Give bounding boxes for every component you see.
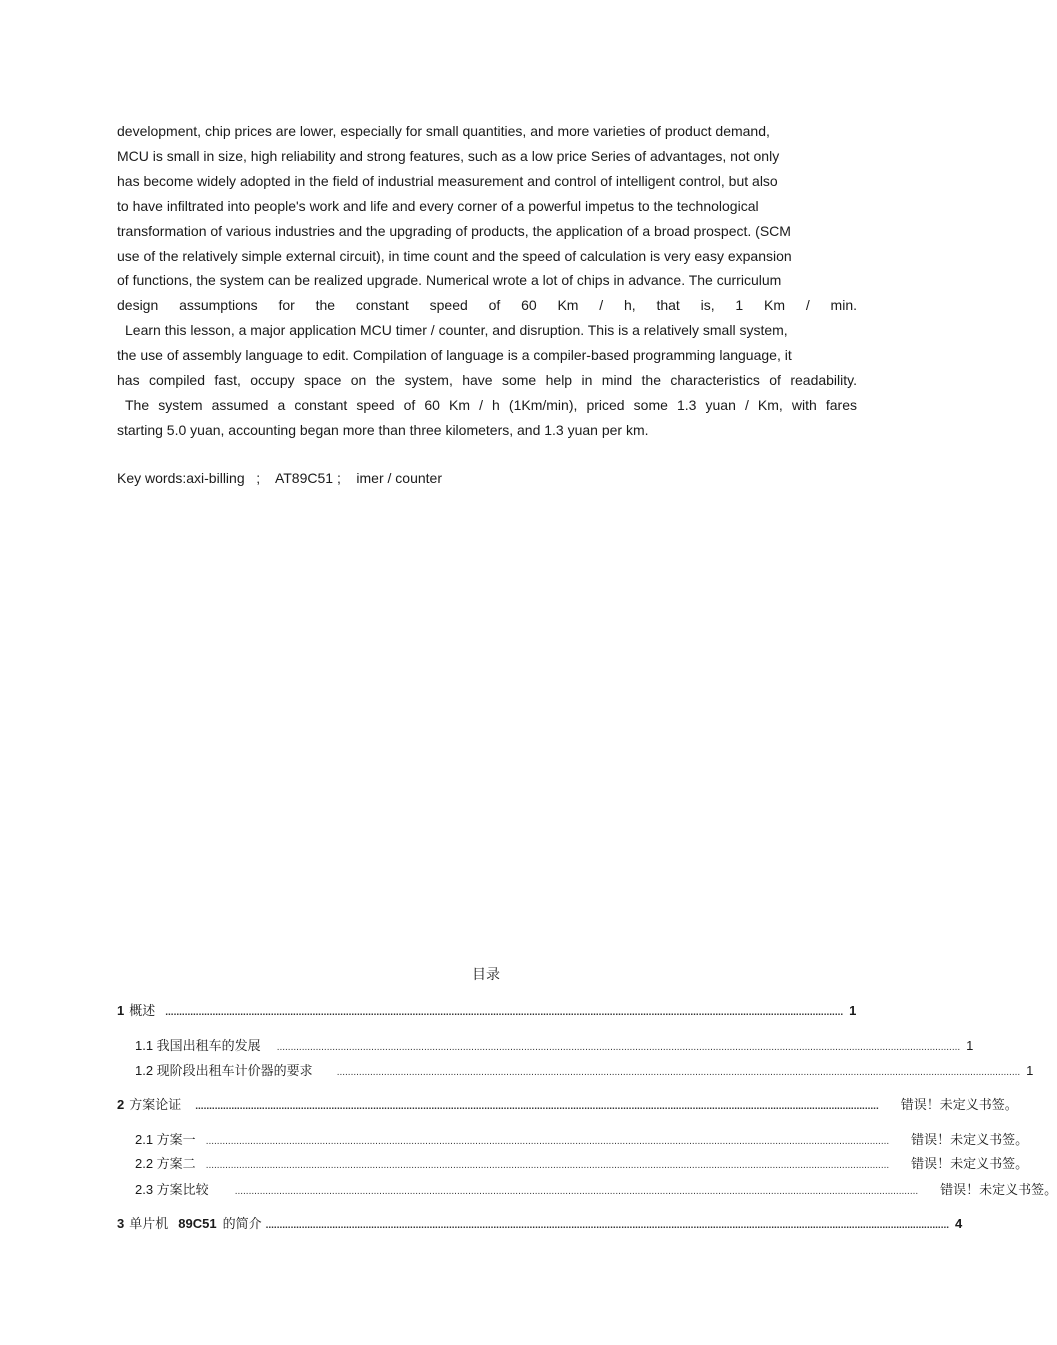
toc-leader: .................................................................................................................................................................................................................................................... xyxy=(165,1007,844,1018)
abstract-line: has compiled fast, occupy space on the system, have some help in mind the characteristics of readability. xyxy=(117,372,857,389)
toc-entry-label: 概述 xyxy=(129,1003,156,1018)
toc-entry[interactable] xyxy=(135,1130,1029,1152)
abstract-line: Learn this lesson, a major application MCU timer / counter, and disruption. This is a relatively small system, xyxy=(125,322,788,339)
toc-leader: ...................................................................................................................................................................................................................................................... xyxy=(265,1220,950,1231)
toc-entry-page: 1 xyxy=(1026,1063,1034,1078)
toc-entry[interactable] xyxy=(117,1001,855,1023)
keywords: Key words:axi-billing ; AT89C51 ; imer / counter xyxy=(117,470,442,486)
toc-leader: ...................................................................................................................................................................................................................................................... xyxy=(205,1160,890,1171)
toc-entry-label-tail: 的简介 xyxy=(222,1216,262,1231)
toc-entry-label: 2.2 方案二 xyxy=(135,1156,196,1171)
toc-entry[interactable] xyxy=(135,1061,1034,1083)
toc-leader: ...................................................................................................................................................................................................................................................... xyxy=(195,1101,879,1112)
toc-entry-number: 1 xyxy=(117,1003,125,1018)
abstract-body xyxy=(117,119,857,443)
abstract-line: MCU is small in size, high reliability and strong features, such as a low price Series of advantages, not only xyxy=(117,147,780,164)
toc-entry-page: 1 xyxy=(849,1003,857,1018)
abstract-line: to have infiltrated into people's work and life and every corner of a powerful impetus to the technological xyxy=(117,197,759,214)
toc-entry-label: 2.1 方案一 xyxy=(135,1132,196,1147)
toc-entry-number: 2 xyxy=(117,1097,125,1112)
toc-entry-page: 错误！未定义书签。 xyxy=(900,1097,1018,1112)
toc-entry[interactable] xyxy=(117,1214,963,1236)
toc-leader: ...................................................................................................................................................................................................................................................... xyxy=(276,1042,961,1053)
abstract-line: starting 5.0 yuan, accounting began more than three kilometers, and 1.3 yuan per km. xyxy=(117,421,649,438)
toc-entry-label: 1.1 我国出租车的发展 xyxy=(135,1038,261,1053)
toc-leader: ...................................................................................................................................................................................................................................................... xyxy=(205,1136,890,1147)
toc-entry[interactable] xyxy=(117,1095,1018,1117)
abstract-line: has become widely adopted in the field of industrial measurement and control of intelligent control, but also xyxy=(117,172,778,189)
toc-entry-number: 3 xyxy=(117,1216,125,1231)
toc-leader: ...................................................................................................................................................................................................................................................... xyxy=(234,1186,919,1197)
toc-entry[interactable] xyxy=(135,1180,1057,1202)
toc-leader: ...................................................................................................................................................................................................................................................... xyxy=(336,1067,1021,1078)
toc-entry-page: 1 xyxy=(966,1038,974,1053)
toc-entry-page: 错误！未定义书签。 xyxy=(940,1182,1057,1197)
abstract-line: use of the relatively simple external circuit), in time count and the speed of calculation is very easy expansion xyxy=(117,247,792,264)
toc-entry-label: 单片机 xyxy=(129,1216,169,1231)
abstract-line: of functions, the system can be realized upgrade. Numerical wrote a lot of chips in advance. The curriculum xyxy=(117,272,782,289)
abstract-line: development, chip prices are lower, especially for small quantities, and more varieties of product demand, xyxy=(117,123,770,139)
toc-entry-label: 方案论证 xyxy=(129,1097,182,1112)
toc-entry[interactable] xyxy=(135,1036,974,1058)
toc-entry-page: 错误！未定义书签。 xyxy=(911,1156,1029,1171)
abstract-line: transformation of various industries and the upgrading of products, the application of a broad prospect. (SCM xyxy=(117,222,791,239)
toc-title: 目录 xyxy=(472,966,500,982)
toc-entry[interactable] xyxy=(135,1154,1029,1176)
abstract-line: the use of assembly language to edit. Compilation of language is a compiler-based programming language, it xyxy=(117,347,792,364)
toc-entry-page: 错误！未定义书签。 xyxy=(911,1132,1029,1147)
toc-entry-label-bold: 89C51 xyxy=(178,1216,217,1231)
abstract-line: The system assumed a constant speed of 60 Km / h (1Km/min), priced some 1.3 yuan / Km, with fares xyxy=(125,396,857,413)
abstract-line: design assumptions for the constant speed of 60 Km / h, that is, 1 Km / min. xyxy=(117,297,857,314)
toc-entry-label: 2.3 方案比较 xyxy=(135,1182,209,1197)
toc-entry-page: 4 xyxy=(955,1216,963,1231)
toc-entry-label: 1.2 现阶段出租车计价器的要求 xyxy=(135,1063,313,1078)
